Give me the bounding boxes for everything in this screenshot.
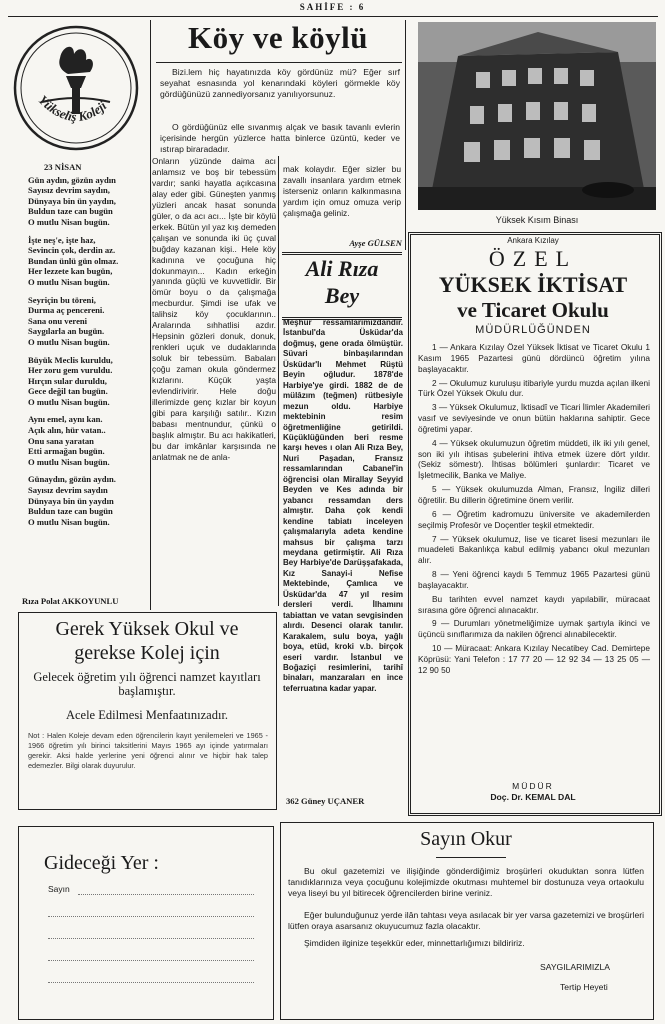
poem-stanza [28,355,146,408]
ozel-line2: YÜKSEK İKTİSAT [438,272,628,297]
article-paragraph: O gördüğünüz elle sıvanmış alçak ve basık tavanlı evlerin içerisinde hergün yüzlerce hatta binlerce üzüntü, keder ve ıstırap biraradadır. [160,122,400,154]
reader-sign: Tertip Heyeti [560,982,608,992]
reader-title-rule [436,857,506,858]
article-author: Ayşe GÜLSEN [349,238,402,248]
poem-author: Rıza Polat AKKOYUNLU [22,596,119,606]
poem-line: Dünyaya bin ün yaydın, [28,195,116,206]
title-rule [156,62,402,63]
poem-line: Her zoru gem vuruldu. [28,365,113,376]
poem-line: Buldun taze can bugün [28,206,113,217]
ozel-line3: ve Ticaret Okulu [457,298,609,322]
ozel-item: Bu tarihten evvel namzet kaydı yapılabilir, müracaat sırasına göre öğrenci alınacaktır. [418,593,650,615]
article-title: Köy ve köylü [188,20,368,55]
ali-riza-body: Meşhur ressamlarımızdandır. İstanbul'da Üsküdar'da doğmuş, gene orada ölmüştür. Süvari binbaşılarından Üsküdar'lı Mehmet Rüştü Beyin oğludur. 1878'de Harbiye'ye girdi. 1882 de de mülâzım (teğmen) rütbesiyle mezun oldu. Harbiye mektebinin resim öğretmenliğine getirildi. Küçüklüğünden beri resme karşı heves ı olan Ali Rıza Bey, Nuri Paşadan, Fransız ressamlarından Cabanel'in öğrencisi olan Mirallay Seyyid Beyden ve Kes adında bir yabancı ressamdan ders almıştır. Daha çok kendi kendine tabiatı inceleyen çalışmalarıyla adeta kendine mahsus bir çalışma tarzı meydana getirmiştir. Ali Rıza Bey Harbiye'de Darüşşafakada, Kız Sanayi-i Nefise Mektebinde, Çamlıca ve Üsküdar'da 47 yıl resim dersleri verdi. İlhamını tabiattan ve vatan sevgisinden alırdı. Desenci olarak tanılır. Karakalem, sulu boya, yağlı boya, etüd, kroki v.b. birçok eseri vardır. İstanbul ve Boğaziçi resimlerini, tarihî binaları, manzaraları en ince teferruatına kadar yapar. [283,318,403,693]
ali-riza-title-2: Bey [324,283,360,308]
poem-line: Sevincin çok, derdin az. [28,245,116,256]
poem-line: Sayısız devrim saydın [28,485,108,496]
ozel-mudur: MÜDÜR [512,781,554,791]
poem [28,162,146,534]
address-line[interactable] [78,894,254,895]
address-line[interactable] [48,916,254,917]
poem-line: O mutlu Nisan bugün. [28,216,110,227]
ozel-signature: Doç. Dr. KEMAL DAL [490,792,576,802]
ozel-top: Ankara Kızılay [507,236,559,245]
reader-title: Sayın Okur [420,828,512,850]
poem-line: Her lezzete kan bugün, [28,266,113,277]
article-left-column: Onların yüzünde daima acı anlamsız ve boş bir tebessüm vardır; sanki hayatla açıkcasına alay eder gibi. Güneşten yanmış yüzleri ancak hasat sonunda güler, o da acı acı... İşte bir köylü erkek. Bütün yıl yaz kış demeden çalışan ve sonunda iki üç çuval buğday kazanan kişi.. Hele köy kadınına ve çocuğuna hiç dokunmayın... Kadın erkeğin yanında güçlü ve kuvvetlidir. Bir ömür boyu o da çalışmağa mecburdur. Şimdi ise ufak ve talihsiz köy çocuklarının.. Aralarında sıhhatlisi azdır. Hepsinin gözleri donuk, donuk, renkleri uçuk ve dudaklarında soluk bir tebessüm. Babaları çoğu zaman okula göndermez kızlarını. Küçük yaşta evlendirivirir. Hele doğu illerimizde genç kızlar bir koyun gibi para karşılığı satılır.. Kızın babası mentnundur, çünkü o başlık almıştır. Bu acı hakikatleri, bu dar imkânlar karşısında ne anlatmak ne de anla- [152,156,276,462]
gerek-sub: Gelecek öğretim yılı öğrenci namzet kayıtları başlamıştır. [33,670,261,698]
poem-line: Aynı emel, aynı kan. [28,414,103,425]
ali-riza-author: 362 Güney UÇANER [286,796,365,806]
poem-stanza [28,235,146,288]
building-photo [418,22,656,210]
ozel-item: 5 — Yüksek okulumuzda Alman, Fransız, İngiliz dilleri öğretilir. Bu dillerin öğretimine önem verilir. [418,484,650,505]
article-intro: Bizi.lem hiç hayatınızda köy gördünüz mü? Eğer sırf seyahat esnasında yol kenarındaki köyleri görmekle köy gördüğünüzü zannediyorsanız yanılıyorsunuz. [160,67,400,99]
poem-line: Sayısız devrim saydın, [28,185,110,196]
poem-stanza [28,414,146,467]
ozel-item: 6 — Öğretim kadromuzu üniversite ve akademilerden seçilmiş Profesör ve Doçentler teşkil etmektedir. [418,508,650,530]
ali-riza-title-box [282,252,402,320]
ozel-item: 2 — Okulumuz kurulușu itibariyle yurdu muzda açılan ilkeni Türk Özel Yüksek Okulu dur. [418,377,650,399]
ozel-item: 8 — Yeni öğrenci kaydı 5 Temmuz 1965 Pazartesi günü başlayacaktır. [418,569,650,590]
address-label: Sayın [48,884,70,894]
poem-line: Büyük Meclis kuruldu, [28,354,113,365]
poem-line: Sana onu vereni [28,315,88,326]
page-number: SAHİFE : 6 [299,2,366,12]
poem-line: O mutlu Nisan bugün. [28,276,110,287]
poem-date: 23 NİSAN [44,162,82,172]
poem-stanza [28,295,146,348]
poem-line: Gün aydın, gözün aydın [28,174,116,185]
poem-line: Onu sana yaratan [28,435,94,446]
ali-riza-title: Ali Rıza [305,256,379,281]
reader-closing: SAYGILARIMIZLA [540,962,611,972]
gerek-title-2: gerekse Kolej için [74,642,220,664]
ozel-item: 10 — Müracaat: Ankara Kızılay Necatibey Cad. Demirtepe Köprüsü: Yani Telefon : 17 77 20 — 12 92 34 — 13 25 05 — 12 90 50 [418,643,650,675]
ozel-items [418,342,650,676]
torch-icon [12,24,140,152]
poem-line: Bundan ünlü gün olmaz. [28,255,119,266]
ozel-line4: MÜDÜRLÜĞÜNDEN [475,324,591,336]
article-right-column: mak kolaydır. Eğer sizler bu zavallı insanlara yardım etmek isterseniz onların kalkınmasına yardım için omuz omuza verip çalışmağa geliniz. [283,164,401,218]
ozel-item: 7 — Yüksek okulumuz, lise ve ticaret lisesi mezunları ile muadeleti Bakanlıkça kabul edilmiş yabancı okul mezunları alır. [418,533,650,566]
address-line[interactable] [48,960,254,961]
poem-line: İşte neş'e, işte haz, [28,234,96,245]
poem-line: Açık alın, hür vatan.. [28,425,106,436]
poem-stanza [28,474,146,527]
poem-line: O mutlu Nisan bugün. [28,396,110,407]
photo-caption: Yüksek Kısım Binası [495,215,579,225]
poem-line: Etti armağan bugün. [28,446,105,457]
poem-line: Seyriçin bu töreni, [28,294,96,305]
poem-stanza [28,175,146,228]
poem-line: Günaydın, gözün aydın. [28,474,116,485]
header-rule [8,16,658,17]
poem-line: O mutlu Nisan bugün. [28,456,110,467]
reader-p2: Eğer bulunduğunuz yerde ilân tahtası veya asılacak bir yer varsa gazetemizi ve broşürleri lütfen oraya asarsanız okuyucumuz fazla olacaktır. [288,910,644,931]
poem-line: Dünyaya bin ün yaydın [28,495,114,506]
ozel-item: 3 — Yüksek Okulumuz, İktisadî ve Ticari İlimler Akademileri vasıf ve seviyesinde ve onun bütün haklarına sahiptir. Gece öğretimi yapar. [418,402,650,434]
school-logo [12,24,140,152]
ozel-line1: ÖZEL [488,246,578,271]
ozel-item: 4 — Yüksek okulumuzun öğretim müddeti, ilk iki yılı genel, son iki yılı ihtisas şubelerini ihtiva etmek üzere dört yıldır. (Sekiz sömestr). İhtisas bölümleri şunlardır: Ticaret ve İşletmecilik, Banka ve Maliye. [418,437,650,481]
ozel-item: 9 — Durumları yönetmeliğimize uymak şartıyla ikinci ve üçüncü sınıflarımıza da nakilen öğrenci alınabilecektir. [418,618,650,640]
poem-line: Gece değil tan bugün. [28,386,108,397]
column-rule [150,20,151,610]
poem-line: Saygılarla an bugün. [28,326,105,337]
reader-p3: Şimdiden ilginize teşekkür eder, minnettarlığımızı bildiririz. [304,938,525,948]
gerek-title-1: Gerek Yüksek Okul ve [55,618,239,640]
poem-line: O mutlu Nisan bugün. [28,516,110,527]
address-line[interactable] [48,938,254,939]
poem-line: Buldun taze can bugün [28,506,113,517]
address-title: Gideceği Yer : [44,852,159,874]
poem-line: O mutlu Nisan bugün. [28,336,110,347]
address-line[interactable] [48,982,254,983]
column-rule [405,20,406,250]
gerek-urgent: Acele Edilmesi Menfaatınızadır. [65,708,229,722]
reader-p1: Bu okul gazetemizi ve ilişiğinde gönderdiğimiz broşürleri okuduktan sonra lütfen tanıdıklarınıza veya çocuğunu kolejimizde okutması muhtemel bir dostunuza veya ortaokulu veya liseyi bu yıl bitirecek öğrencilerden birine veriniz. [288,866,644,898]
ozel-item: 1 — Ankara Kızılay Özel Yüksek İktisat ve Ticaret Okulu 1 Kasım 1965 Pazartesi günü dördüncü öğretim yılına başlayacaktır. [418,342,650,374]
poem-line: Hırçın sular duruldu, [28,375,107,386]
column-rule [278,156,279,606]
poem-line: Durma aç pencereni. [28,305,105,316]
logo-text: Yükseliş Koleji [35,92,110,125]
gerek-note: Not : Halen Koleje devam eden öğrencilerin kayıt yenilemeleri ve 1965 - 1966 öğretim yılı birinci taksitlerini Mayıs 1965 ayı içinde yatırmaları gerekir. Aksi halde yerlerine yeni öğrenci alınır ve hiçbir hak talep edemezler. Bilgi olarak duyurulur. [28,731,268,770]
